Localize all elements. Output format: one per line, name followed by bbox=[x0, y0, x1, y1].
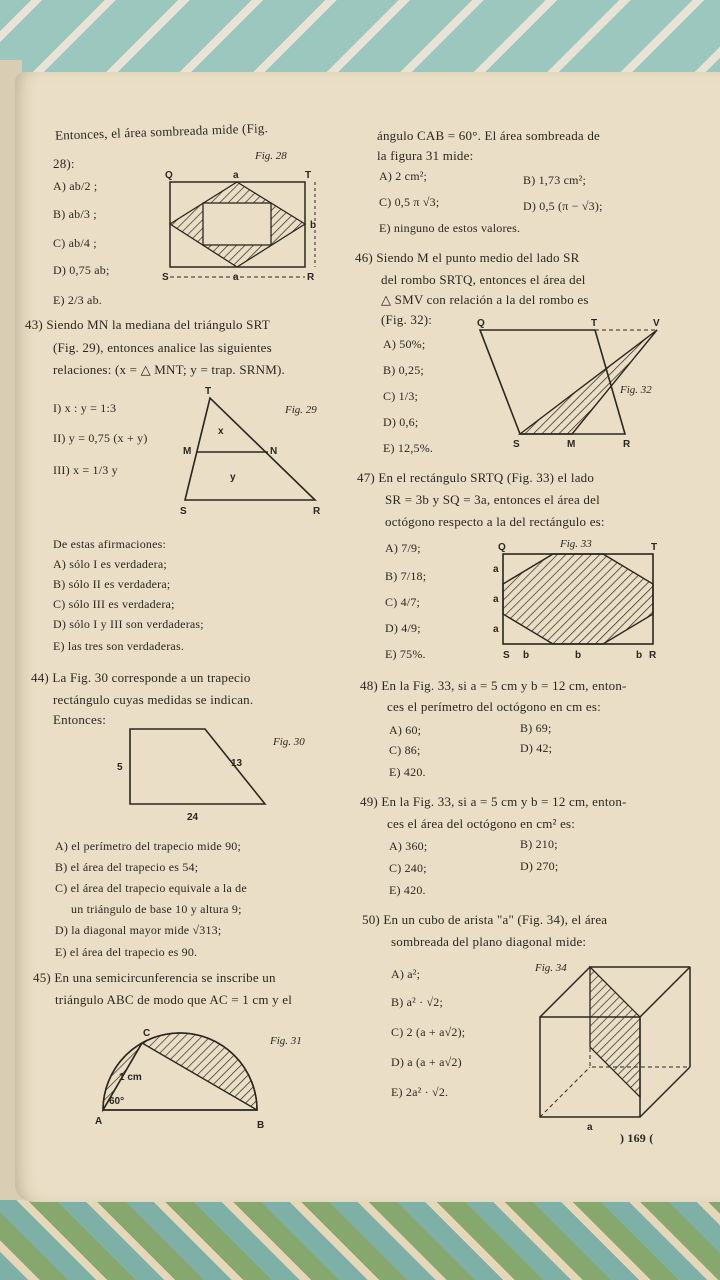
q44-option-c-cont: un triángulo de base 10 y altura 9; bbox=[71, 902, 242, 916]
q43-line-1: 43) Siendo MN la mediana del triángulo SRT bbox=[25, 317, 270, 332]
book-page bbox=[15, 72, 720, 1202]
q44-option-e: E) el área del trapecio es 90. bbox=[55, 945, 198, 959]
q50-line-2: sombreada del plano diagonal mide: bbox=[391, 934, 587, 949]
q44-option-a: A) el perímetro del trapecio mide 90; bbox=[55, 839, 241, 853]
q49-option-e: E) 420. bbox=[389, 883, 426, 897]
q47-line-2: SR = 3b y SQ = 3a, entonces el área del bbox=[385, 492, 600, 507]
q44-option-d: D) la diagonal mayor mide √313; bbox=[55, 923, 222, 937]
f29-label-y: y bbox=[230, 472, 236, 483]
q46-line-4: (Fig. 32): bbox=[381, 312, 433, 327]
fig33-caption: Fig. 33 bbox=[560, 538, 592, 550]
q45-line-1: 45) En una semicircunferencia se inscribe un bbox=[33, 970, 276, 985]
q48-option-c: C) 86; bbox=[389, 743, 421, 757]
q46-option-b: B) 0,25; bbox=[383, 363, 424, 377]
f31-label-1cm: 1 cm bbox=[119, 1072, 142, 1083]
f33-label-b2: b bbox=[575, 650, 582, 661]
f28-label-a-top: a bbox=[233, 170, 239, 181]
q46-option-c: C) 1/3; bbox=[383, 389, 419, 403]
q43-line-2: (Fig. 29), entonces analice las siguientes bbox=[53, 340, 272, 355]
figure-28 bbox=[162, 170, 335, 287]
f33-label-t: T bbox=[651, 542, 658, 553]
figure-31 bbox=[95, 1024, 270, 1134]
q46-line-3: △ SMV con relación a la del rombo es bbox=[381, 292, 589, 307]
f28-label-t: T bbox=[305, 170, 312, 181]
figure-32 bbox=[475, 318, 665, 452]
q47-option-e: E) 75%. bbox=[385, 647, 426, 661]
q43-option-e: E) las tres son verdaderas. bbox=[53, 639, 185, 653]
q49-option-b: B) 210; bbox=[520, 837, 558, 851]
f29-label-x: x bbox=[218, 426, 224, 437]
q45-line-4: la figura 31 mide: bbox=[377, 148, 474, 163]
q47-option-a: A) 7/9; bbox=[385, 541, 421, 555]
f32-label-r: R bbox=[623, 439, 631, 450]
f29-label-s: S bbox=[180, 506, 187, 517]
figure-34 bbox=[535, 962, 700, 1133]
q44-line-1: 44) La Fig. 30 corresponde a un trapecio bbox=[31, 670, 251, 685]
q50-option-c: C) 2 (a + a√2); bbox=[391, 1025, 466, 1039]
f28-label-b: b bbox=[310, 220, 317, 231]
f33-label-q: Q bbox=[498, 542, 506, 553]
q48-option-e: E) 420. bbox=[389, 765, 426, 779]
q46-option-e: E) 12,5%. bbox=[383, 441, 434, 455]
background-bottom bbox=[0, 1195, 720, 1280]
f33-label-a2: a bbox=[493, 594, 499, 605]
q50-option-d: D) a (a + a√2) bbox=[391, 1055, 462, 1069]
q50-line-1: 50) En un cubo de arista "a" (Fig. 34), el área bbox=[362, 912, 608, 927]
q45-option-b: B) 1,73 cm²; bbox=[523, 173, 586, 187]
f29-label-t: T bbox=[205, 386, 212, 397]
f33-label-a3: a bbox=[493, 624, 499, 635]
f32-label-m: M bbox=[567, 439, 576, 450]
q45-option-d: D) 0,5 (π − √3); bbox=[523, 199, 603, 213]
f33-label-b3: b bbox=[636, 650, 643, 661]
q45-option-e: E) ninguno de estos valores. bbox=[379, 221, 521, 235]
q42-option-d: D) 0,75 ab; bbox=[53, 263, 110, 277]
page-number: ) 169 ( bbox=[620, 1131, 654, 1145]
f31-label-a: A bbox=[95, 1116, 103, 1127]
q47-option-d: D) 4/9; bbox=[385, 621, 421, 635]
f31-label-c: C bbox=[143, 1028, 151, 1039]
figure-33 bbox=[493, 542, 673, 662]
q42-option-e: E) 2/3 ab. bbox=[53, 293, 102, 307]
f33-label-s: S bbox=[503, 650, 510, 661]
f31-label-b: B bbox=[257, 1120, 265, 1131]
q47-line-3: octógono respecto a la del rectángulo es: bbox=[385, 514, 605, 529]
f30-label-13: 13 bbox=[231, 758, 243, 769]
f33-label-a1: a bbox=[493, 564, 499, 575]
q48-option-a: A) 60; bbox=[389, 723, 422, 737]
q49-line-2: ces el área del octógono en cm² es: bbox=[387, 816, 576, 831]
q50-option-b: B) a² · √2; bbox=[391, 995, 444, 1009]
q45-option-a: A) 2 cm²; bbox=[379, 169, 428, 183]
f28-label-s: S bbox=[162, 272, 169, 283]
f28-label-a-bottom: a bbox=[233, 272, 239, 283]
q50-option-e: E) 2a² · √2. bbox=[391, 1085, 449, 1099]
q49-line-1: 49) En la Fig. 33, si a = 5 cm y b = 12 cm, enton- bbox=[360, 794, 627, 809]
f29-label-r: R bbox=[313, 506, 321, 517]
f32-label-v: V bbox=[653, 318, 660, 329]
q47-option-b: B) 7/18; bbox=[385, 569, 427, 583]
q42-intro: Entonces, el área sombreada mide (Fig. bbox=[54, 120, 269, 143]
q43-option-c: C) sólo III es verdadera; bbox=[53, 597, 175, 611]
f31-label-60: 60° bbox=[109, 1096, 125, 1107]
fig34-caption: Fig. 34 bbox=[535, 962, 567, 974]
q48-option-b: B) 69; bbox=[520, 721, 552, 735]
fig29-caption: Fig. 29 bbox=[285, 404, 317, 416]
f29-label-n: N bbox=[270, 446, 278, 457]
q46-line-1: 46) Siendo M el punto medio del lado SR bbox=[355, 250, 580, 265]
q45-line-2: triángulo ABC de modo que AC = 1 cm y el bbox=[55, 992, 293, 1007]
q42-option-c: C) ab/4 ; bbox=[53, 236, 97, 250]
q43-option-a: A) sólo I es verdadera; bbox=[53, 557, 167, 571]
q48-line-2: ces el perímetro del octógono en cm es: bbox=[387, 699, 601, 714]
q49-option-a: A) 360; bbox=[389, 839, 428, 853]
q43-relation-2: II) y = 0,75 (x + y) bbox=[53, 431, 148, 445]
fig28-caption: Fig. 28 bbox=[255, 150, 287, 162]
q42-option-b: B) ab/3 ; bbox=[53, 207, 97, 221]
q44-option-c: C) el área del trapecio equivale a la de bbox=[55, 881, 247, 895]
q49-option-d: D) 270; bbox=[520, 859, 559, 873]
q46-line-2: del rombo SRTQ, entonces el área del bbox=[381, 272, 586, 287]
f30-label-5: 5 bbox=[117, 762, 123, 773]
f33-label-b1: b bbox=[523, 650, 530, 661]
figure-30 bbox=[115, 724, 285, 824]
q46-option-a: A) 50%; bbox=[383, 337, 426, 351]
q48-option-d: D) 42; bbox=[520, 741, 553, 755]
f34-label-a: a bbox=[587, 1122, 593, 1133]
q43-option-b: B) sólo II es verdadera; bbox=[53, 577, 171, 591]
q46-option-d: D) 0,6; bbox=[383, 415, 419, 429]
f29-label-m: M bbox=[183, 446, 192, 457]
q47-option-c: C) 4/7; bbox=[385, 595, 421, 609]
q43-relation-1: I) x : y = 1:3 bbox=[53, 401, 117, 415]
q50-option-a: A) a²; bbox=[391, 967, 421, 981]
f28-label-q: Q bbox=[165, 170, 173, 181]
q44-line-3: Entonces: bbox=[53, 712, 107, 727]
q42-intro-2: 28): bbox=[53, 156, 75, 171]
q47-line-1: 47) En el rectángulo SRTQ (Fig. 33) el lado bbox=[357, 470, 595, 485]
q43-option-d: D) sólo I y III son verdaderas; bbox=[53, 617, 204, 631]
figure-29 bbox=[180, 386, 330, 520]
fig32-caption: Fig. 32 bbox=[620, 384, 652, 396]
f32-label-s: S bbox=[513, 439, 520, 450]
q44-option-b: B) el área del trapecio es 54; bbox=[55, 860, 199, 874]
f33-label-r: R bbox=[649, 650, 657, 661]
q48-line-1: 48) En la Fig. 33, si a = 5 cm y b = 12 cm, enton- bbox=[360, 678, 627, 693]
f28-label-r: R bbox=[307, 272, 315, 283]
fig31-caption: Fig. 31 bbox=[270, 1035, 302, 1047]
q49-option-c: C) 240; bbox=[389, 861, 427, 875]
q45-line-3: ángulo CAB = 60°. El área sombreada de bbox=[377, 128, 601, 143]
f32-label-q: Q bbox=[477, 318, 485, 329]
q43-relation-3: III) x = 1/3 y bbox=[53, 463, 118, 477]
fig30-caption: Fig. 30 bbox=[273, 736, 305, 748]
q43-line-3: relaciones: (x = △ MNT; y = trap. SRNM). bbox=[53, 362, 285, 377]
q43-question: De estas afirmaciones: bbox=[53, 537, 167, 551]
f32-label-t: T bbox=[591, 318, 598, 329]
q45-option-c: C) 0,5 π √3; bbox=[379, 195, 440, 209]
q44-line-2: rectángulo cuyas medidas se indican. bbox=[53, 692, 254, 707]
f30-label-24: 24 bbox=[187, 812, 199, 823]
q42-option-a: A) ab/2 ; bbox=[53, 179, 98, 193]
